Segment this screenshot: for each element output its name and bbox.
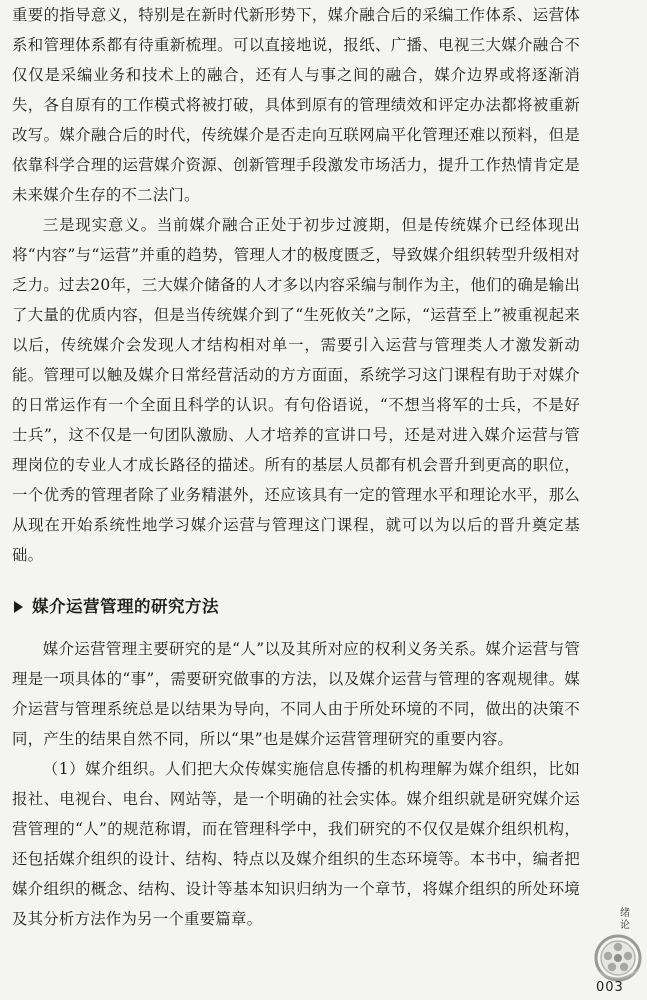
paragraph-practical-significance: 三是现实意义。当前媒介融合正处于初步过渡期，但是传统媒介已经体现出将“内容”与“运营”并重的趋势，管理人才的极度匮乏，导致媒介组织转型升级相对乏力。过去20年，三大媒介储备的人才多以内容采编与制作为主，他们的确是输出了大量的优质内容，但是当传统媒介到了“生死攸关”之际，“运营至上”被重视起来以后，传统媒介会发现人才结构相对单一，需要引入运营与管理类人才激发新动能。管理可以触及媒介日常经营活动的方方面面，系统学习这门课程有助于对媒介的日常运作有一个全面且科学的认识。有句俗语说，“不想当将军的士兵，不是好士兵”，这不仅是一句团队激励、人才培养的宣讲口号，还是对进入媒介运营与管理岗位的专业人才成长路径的描述。所有的基层人员都有机会晋升到更高的职位，一个优秀的管理者除了业务精湛外，还应该具有一定的管理水平和理论水平，那么从现在开始系统性地学习媒介运营与管理这门课程，就可以为以后的晋升奠定基础。	[12, 216, 580, 564]
section-heading	[12, 592, 580, 622]
section-heading-text: 媒介运营管理的研究方法	[32, 597, 219, 616]
chapter-side-label	[618, 908, 632, 932]
paragraph-research-method-intro: 媒介运营管理主要研究的是“人”以及其所对应的权利义务关系。媒介运营与管理是一项具体的“事”，需要研究做事的方法，以及媒介运营与管理的客观规律。媒介运营与管理系统总是以结果为导向，不同人由于所处环境的不同，做出的决策不同，产生的结果自然不同，所以“果”也是媒介运营管理研究的重要内容。	[12, 640, 580, 748]
paragraph-media-organization: （1）媒介组织。人们把大众传媒实施信息传播的机构理解为媒介组织，比如报社、电视台、电台、网站等，是一个明确的社会实体。媒介组织就是研究媒介运营管理的“人”的规范称谓，而在管理科学中，我们研究的不仅仅是媒介组织机构，还包括媒介组织的设计、结构、特点以及媒介组织的生态环境等。本书中，编者把媒介组织的概念、结构、设计等基本知识归纳为一个章节，将媒介组织的所处环境及其分析方法作为另一个重要篇章。	[12, 760, 580, 928]
page-number: 003	[596, 980, 624, 995]
triangle-bullet-icon	[14, 601, 23, 613]
page-body	[12, 0, 580, 934]
film-reel-ornament-icon	[592, 932, 644, 984]
chapter-side-label-text: 绪 论	[620, 908, 630, 931]
paragraph-intro-continuation: 重要的指导意义，特别是在新时代新形势下，媒介融合后的采编工作体系、运营体系和管理体系都有待重新梳理。可以直接地说，报纸、广播、电视三大媒介融合不仅仅是采编业务和技术上的融合，还有人与事之间的融合，媒介边界或将逐渐消失，各自原有的工作模式将被打破，具体到原有的管理绩效和评定办法都将被重新改写。媒介融合后的时代，传统媒介是否走向互联网扁平化管理还难以预料，但是依靠科学合理的运营媒介资源、创新管理手段激发市场活力，提升工作热情肯定是未来媒介生存的不二法门。	[12, 6, 580, 204]
